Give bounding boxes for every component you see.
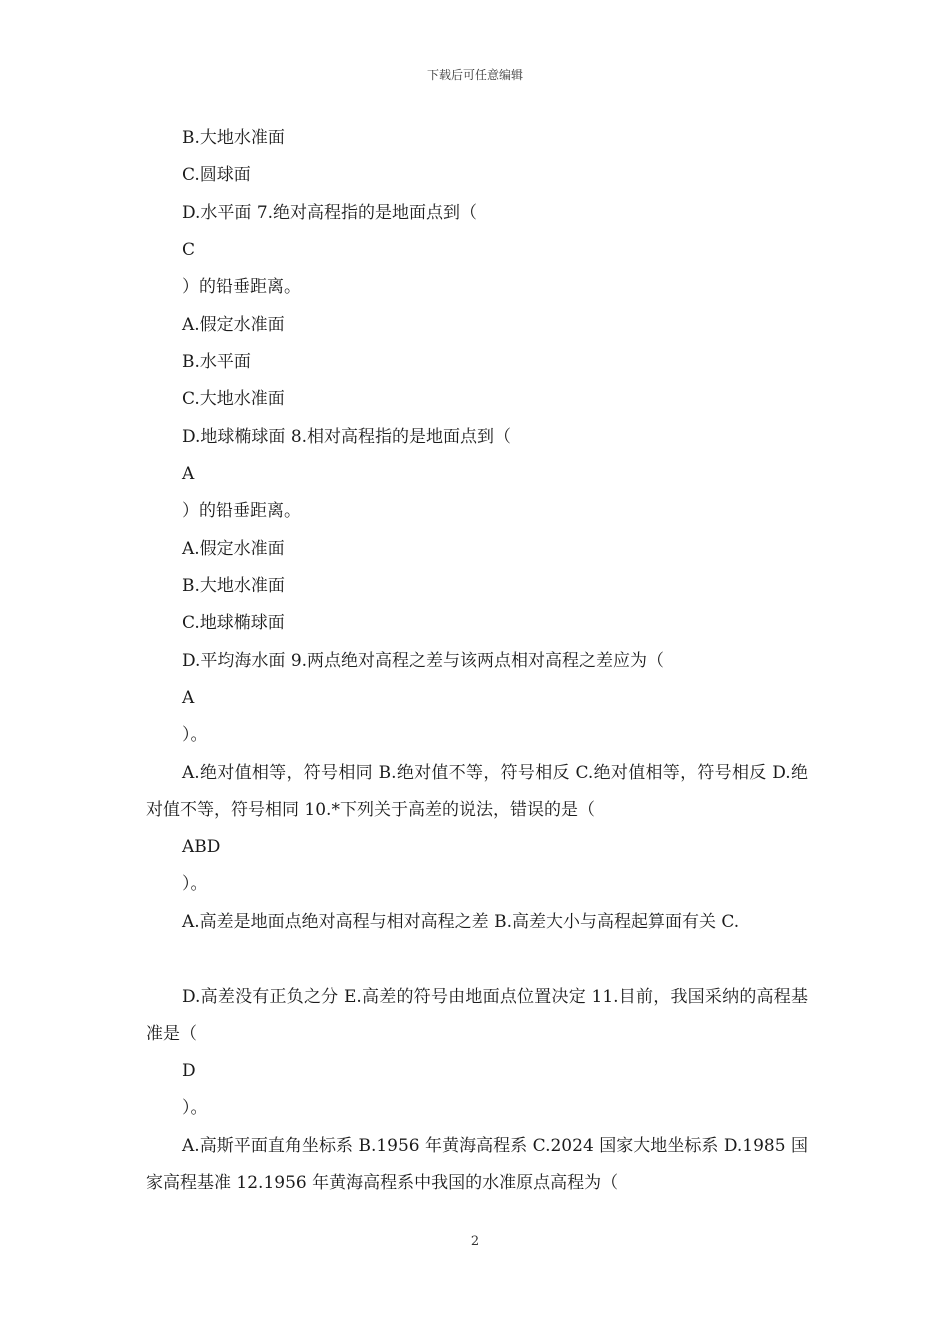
text-line: D.水平面 7.绝对高程指的是地面点到（ [182,203,478,223]
text-line: A.假定水准面 [182,315,285,335]
text-line: ABD [182,837,221,857]
text-line: A.假定水准面 [182,539,285,559]
text-line: D.地球椭球面 8.相对高程指的是地面点到（ [182,427,512,447]
text-line: C.地球椭球面 [182,613,285,633]
text-line: ）的铅垂距离。 [182,501,301,521]
text-line: A [182,688,195,708]
text-line: ）。 [182,1098,208,1118]
text-line: ）。 [182,725,208,745]
paragraph: A.绝对值相等，符号相同 B.绝对值不等，符号相反 C.绝对值相等，符号相反 D.绝对值不等，符号相同 10.*下列关于高差的说法，错误的是（ [146,763,808,820]
text-line: A [182,464,195,484]
text-line: B.水平面 [182,352,251,372]
page-header: 下载后可任意编辑 [426,68,523,82]
text-line: ）。 [182,874,208,894]
text-line: C.圆球面 [182,165,251,185]
text-line: C [182,240,196,260]
text-line: B.大地水准面 [182,576,285,596]
text-line: D.平均海水面 9.两点绝对高程之差与该两点相对高程之差应为（ [182,651,665,671]
text-line: C.大地水准面 [182,389,285,409]
paragraph: D.高差没有正负之分 E.高差的符号由地面点位置决定 11.目前，我国采纳的高程基准是（ [146,987,808,1044]
text-line: D [182,1061,196,1081]
text-line: A.高差是地面点绝对高程与相对高程之差 B.高差大小与高程起算面有关 C. [182,912,740,932]
text-line: B.大地水准面 [182,128,285,148]
page-number: 2 [470,1234,480,1249]
paragraph: A.高斯平面直角坐标系 B.1956 年黄海高程系 C.2024 国家大地坐标系 D.1985 国家高程基准 12.1956 年黄海高程系中我国的水准原点高程为（ [146,1136,808,1193]
text-line: ）的铅垂距离。 [182,277,301,297]
